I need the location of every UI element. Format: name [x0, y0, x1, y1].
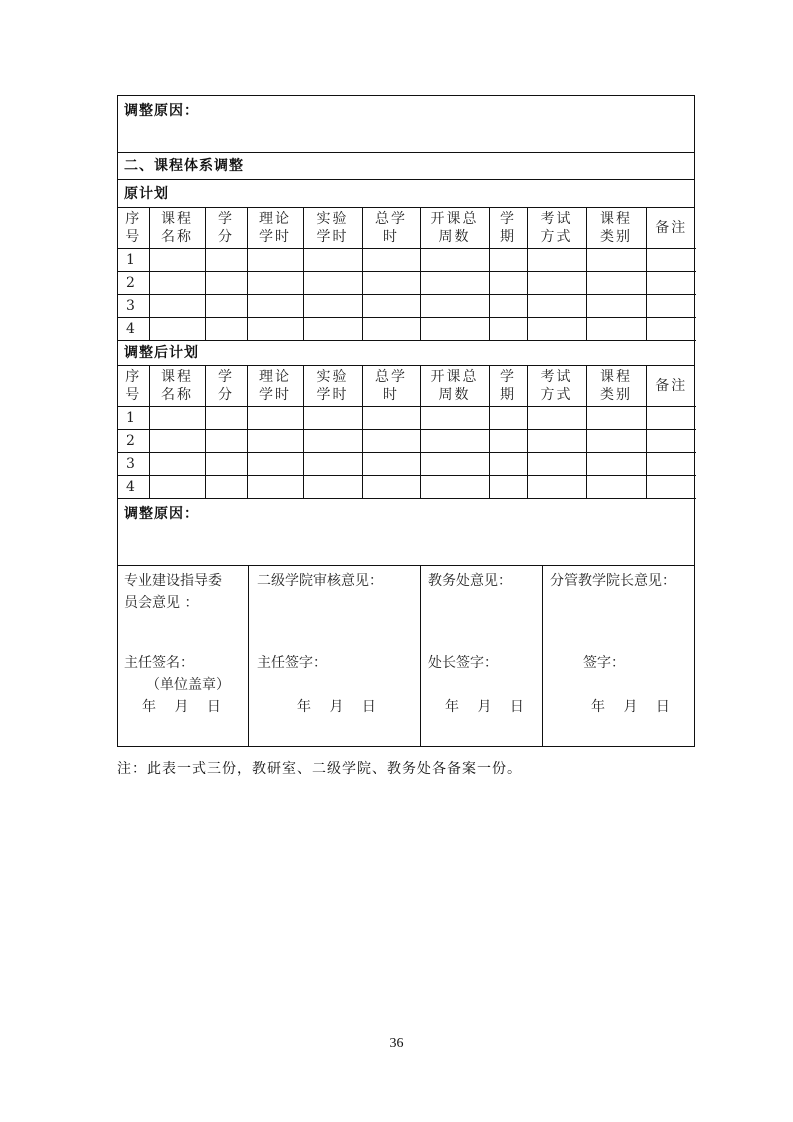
table-cell[interactable]: [362, 272, 420, 295]
table-row: [118, 476, 696, 499]
table-cell[interactable]: [586, 407, 646, 430]
header-total-hours: 总学 时: [362, 208, 420, 249]
table-cell[interactable]: [362, 430, 420, 453]
row-number: 1: [118, 249, 149, 272]
table-cell[interactable]: [247, 453, 303, 476]
table-cell[interactable]: [420, 476, 489, 499]
row-number: 3: [118, 453, 149, 476]
dean-title: 分管教学院长意见：: [550, 573, 676, 589]
office-title: 教务处意见：: [428, 573, 512, 589]
table-cell[interactable]: [205, 295, 247, 318]
adjusted-plan-table: [118, 366, 696, 499]
table-cell[interactable]: [247, 249, 303, 272]
table-cell[interactable]: [646, 318, 696, 341]
committee-stamp-label: （单位盖章）: [146, 677, 230, 693]
table-cell[interactable]: [205, 476, 247, 499]
table-cell[interactable]: [362, 295, 420, 318]
table-cell[interactable]: [362, 476, 420, 499]
header-course-name: 课程 名称: [149, 208, 205, 249]
office-sign-label: 处长签字：: [428, 655, 498, 671]
header-total-weeks: 开课总 周数: [420, 366, 489, 407]
table-cell[interactable]: [646, 272, 696, 295]
header-course-category: 课程 类别: [586, 366, 646, 407]
header-total-weeks: 开课总 周数: [420, 208, 489, 249]
original-plan-label: 原计划: [118, 180, 694, 208]
table-cell[interactable]: [489, 407, 527, 430]
table-cell[interactable]: [247, 318, 303, 341]
committee-sign-label: 主任签名：: [124, 655, 194, 671]
table-cell[interactable]: [205, 430, 247, 453]
office-date: 年 月 日: [445, 699, 524, 715]
college-sign-label: 主任签字：: [257, 655, 327, 671]
course-adjustment-form: [117, 95, 695, 747]
table-cell[interactable]: [420, 272, 489, 295]
header-credits: 学 分: [205, 208, 247, 249]
row-number: 2: [118, 430, 149, 453]
reason-label-1: 调整原因：: [124, 103, 199, 119]
row-number: 4: [118, 476, 149, 499]
table-cell[interactable]: [303, 407, 362, 430]
table-cell[interactable]: [586, 295, 646, 318]
header-semester: 学 期: [489, 366, 527, 407]
dean-sign-label: 签字：: [583, 655, 625, 671]
dean-date: 年 月 日: [591, 699, 670, 715]
table-cell[interactable]: [527, 295, 586, 318]
table-cell[interactable]: [420, 430, 489, 453]
table-cell[interactable]: [149, 453, 205, 476]
header-seq: 序 号: [118, 366, 149, 407]
table-cell[interactable]: [527, 318, 586, 341]
table-cell[interactable]: [247, 476, 303, 499]
table-cell[interactable]: [149, 476, 205, 499]
table-cell[interactable]: [149, 249, 205, 272]
header-course-category: 课程 类别: [586, 208, 646, 249]
table-cell[interactable]: [527, 249, 586, 272]
table-row: [118, 430, 696, 453]
table-cell[interactable]: [149, 295, 205, 318]
page-number: 36: [389, 1036, 404, 1051]
table-cell[interactable]: [586, 476, 646, 499]
header-semester: 学 期: [489, 208, 527, 249]
header-exam-type: 考试 方式: [527, 366, 586, 407]
committee-title-line-2: 员会意见 ：: [124, 595, 199, 611]
header-lab-hours: 实验 学时: [303, 366, 362, 407]
table-cell[interactable]: [303, 453, 362, 476]
table-cell[interactable]: [205, 453, 247, 476]
table-cell[interactable]: [420, 318, 489, 341]
table-cell[interactable]: [586, 430, 646, 453]
adjusted-plan-label: 调整后计划: [118, 341, 694, 366]
table-cell[interactable]: [205, 249, 247, 272]
table-cell[interactable]: [149, 407, 205, 430]
row-number: 4: [118, 318, 149, 341]
table-header-row: [118, 366, 696, 407]
table-cell[interactable]: [527, 430, 586, 453]
header-remarks: 备注: [646, 366, 696, 407]
header-remarks: 备注: [646, 208, 696, 249]
table-cell[interactable]: [362, 453, 420, 476]
table-cell[interactable]: [247, 407, 303, 430]
table-cell[interactable]: [527, 453, 586, 476]
table-cell[interactable]: [586, 249, 646, 272]
reason-box-2: [118, 499, 694, 566]
reason-label-2: 调整原因：: [124, 506, 199, 522]
table-cell[interactable]: [489, 476, 527, 499]
table-cell[interactable]: [362, 318, 420, 341]
college-date: 年 月 日: [297, 699, 376, 715]
table-cell[interactable]: [489, 295, 527, 318]
footnote: 注：此表一式三份，教研室、二级学院、教务处各备案一份。: [117, 761, 522, 777]
table-cell[interactable]: [420, 249, 489, 272]
table-cell[interactable]: [420, 453, 489, 476]
table-cell[interactable]: [646, 407, 696, 430]
table-cell[interactable]: [149, 430, 205, 453]
table-cell[interactable]: [646, 453, 696, 476]
original-plan-table: [118, 208, 696, 341]
table-cell[interactable]: [303, 318, 362, 341]
header-theory-hours: 理论 学时: [247, 366, 303, 407]
college-review-box[interactable]: [248, 566, 420, 746]
table-cell[interactable]: [646, 430, 696, 453]
row-number: 1: [118, 407, 149, 430]
table-cell[interactable]: [205, 318, 247, 341]
header-credits: 学 分: [205, 366, 247, 407]
table-cell[interactable]: [527, 407, 586, 430]
table-cell[interactable]: [527, 476, 586, 499]
table-cell[interactable]: [586, 453, 646, 476]
table-cell[interactable]: [586, 272, 646, 295]
table-cell[interactable]: [303, 476, 362, 499]
table-row: [118, 295, 696, 318]
committee-date: 年 月 日: [142, 699, 221, 715]
table-row: [118, 272, 696, 295]
committee-opinion-box[interactable]: [118, 566, 248, 746]
row-number: 2: [118, 272, 149, 295]
table-cell[interactable]: [420, 407, 489, 430]
table-cell[interactable]: [489, 430, 527, 453]
committee-title-line-1: 专业建设指导委: [124, 573, 222, 589]
row-number: 3: [118, 295, 149, 318]
table-cell[interactable]: [247, 272, 303, 295]
table-cell[interactable]: [489, 249, 527, 272]
table-cell[interactable]: [489, 453, 527, 476]
header-exam-type: 考试 方式: [527, 208, 586, 249]
table-cell[interactable]: [205, 272, 247, 295]
table-cell[interactable]: [303, 295, 362, 318]
table-header-row: [118, 208, 696, 249]
section-title: 二、课程体系调整: [118, 153, 694, 180]
table-row: [118, 249, 696, 272]
academic-office-box[interactable]: [420, 566, 542, 746]
header-lab-hours: 实验 学时: [303, 208, 362, 249]
table-cell[interactable]: [205, 407, 247, 430]
table-cell[interactable]: [646, 249, 696, 272]
header-course-name: 课程 名称: [149, 366, 205, 407]
table-cell[interactable]: [149, 272, 205, 295]
table-row: [118, 407, 696, 430]
table-cell[interactable]: [420, 295, 489, 318]
table-row: [118, 318, 696, 341]
header-total-hours: 总学 时: [362, 366, 420, 407]
table-cell[interactable]: [362, 249, 420, 272]
table-cell[interactable]: [489, 272, 527, 295]
table-row: [118, 453, 696, 476]
header-theory-hours: 理论 学时: [247, 208, 303, 249]
table-cell[interactable]: [303, 430, 362, 453]
table-cell[interactable]: [303, 272, 362, 295]
table-cell[interactable]: [362, 407, 420, 430]
reason-box-1: [118, 96, 694, 153]
table-cell[interactable]: [247, 295, 303, 318]
table-cell[interactable]: [489, 318, 527, 341]
table-cell[interactable]: [646, 476, 696, 499]
table-cell[interactable]: [586, 318, 646, 341]
table-cell[interactable]: [149, 318, 205, 341]
signature-section: [118, 566, 694, 746]
table-cell[interactable]: [527, 272, 586, 295]
table-cell[interactable]: [646, 295, 696, 318]
table-cell[interactable]: [247, 430, 303, 453]
dean-opinion-box[interactable]: [542, 566, 694, 746]
header-seq: 序 号: [118, 208, 149, 249]
college-title: 二级学院审核意见：: [257, 573, 383, 589]
table-cell[interactable]: [303, 249, 362, 272]
